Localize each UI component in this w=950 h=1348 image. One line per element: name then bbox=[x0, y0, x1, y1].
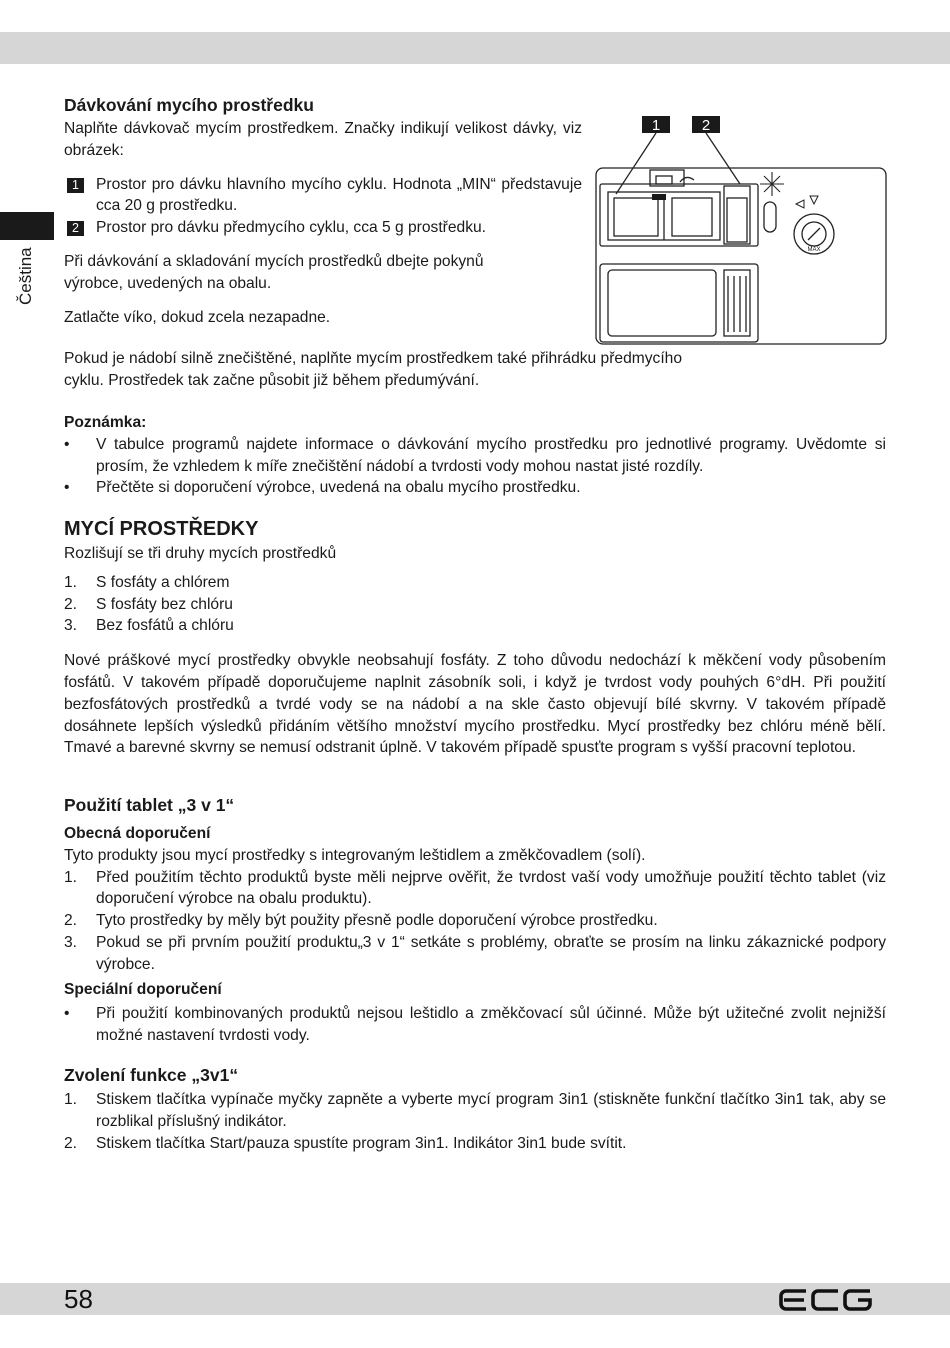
dosing-item-text: Prostor pro dávku předmycího cyklu, cca 5 g prostředku. bbox=[96, 219, 487, 237]
list-item-text: S fosfáty bez chlóru bbox=[96, 595, 233, 613]
list-item-text: Před použitím těchto produktů byste měli nejprve ověřit, že tvrdost vaší vody umožňuje použití těchto tablet (viz doporučení výrobce na obalu produktu). bbox=[96, 868, 886, 908]
callout-badge: 2 bbox=[67, 221, 84, 236]
svg-text:2: 2 bbox=[701, 117, 711, 134]
note-item-text: Přečtěte si doporučení výrobce, uvedená na obalu mycího prostředku. bbox=[96, 479, 581, 497]
detergents-intro: Rozlišují se tři druhy mycích prostředků bbox=[64, 545, 337, 562]
list-item bbox=[64, 1003, 886, 1047]
note-title: Poznámka: bbox=[64, 414, 147, 431]
list-item-text: Bez fosfátů a chlóru bbox=[96, 617, 234, 635]
bullet-marker: • bbox=[64, 1005, 70, 1023]
list-number: 2. bbox=[64, 912, 78, 930]
language-tab-label: Čeština bbox=[16, 247, 35, 305]
general-recommendations-title: Obecná doporučení bbox=[64, 825, 211, 842]
list-number: 3. bbox=[64, 933, 78, 951]
dosing-intro: Naplňte dávkovač mycím prostředkem. Značky indikují velikost dávky, viz obrázek: bbox=[64, 120, 582, 159]
bullet-marker: • bbox=[64, 479, 70, 497]
dosing-paragraph: Při dávkování a skladování mycích prostředků dbejte pokynů výrobce, uvedených na obalu. bbox=[64, 252, 484, 292]
list-item-text: Stiskem tlačítka Start/pauza spustíte program 3in1. Indikátor 3in1 bude svítit. bbox=[96, 1134, 627, 1152]
dosing-paragraph: Zatlačte víko, dokud zcela nezapadne. bbox=[64, 308, 331, 326]
subsection-heading: Zvolení funkce „3v1“ bbox=[64, 1065, 239, 1085]
list-number: 2. bbox=[64, 595, 78, 613]
list-item-text: Tyto prostředky by měly být použity přesně podle doporučení výrobce prostředku. bbox=[96, 912, 658, 930]
note-item bbox=[64, 434, 886, 478]
dial-max-label: MAX bbox=[807, 247, 821, 253]
dosing-section bbox=[64, 94, 582, 328]
general-intro: Tyto produkty jsou mycí prostředky s integrovaným leštidlem a změkčovadlem (solí). bbox=[64, 846, 646, 864]
tablets-section bbox=[64, 794, 886, 1047]
dosing-item bbox=[64, 174, 582, 218]
list-item bbox=[64, 1133, 886, 1155]
callout-1 bbox=[642, 116, 670, 134]
section-heading: MYCÍ PROSTŘEDKY bbox=[64, 518, 259, 540]
note-section bbox=[64, 412, 886, 499]
list-item-text: S fosfáty a chlórem bbox=[96, 573, 230, 591]
list-item bbox=[64, 932, 886, 976]
detergents-paragraph: Nové práškové mycí prostředky obvykle neobsahují fosfáty. Z toho důvodu nedochází k měkčení vody působením fosfátů. V takovém případě doporučujeme naplnit zásobník soli, i když je tvrdost vody pouhých 6°dH. Při použití bezfosfátových prostředků a tvrdé vody se na nádobí a na skle často objevují bílé skvrny. V takovém případě dosáhnete lepších výsledků přidáním většího množství mycího prostředku. Mycí prostředky bez chlóru méně bělí. Tmavé a barevné skvrny se nemusí odstranit úplně. V takovém případě spusťte program s vyšší pracovní teplotou. bbox=[64, 652, 886, 757]
bullet-marker: • bbox=[64, 435, 70, 453]
list-item-text: Stiskem tlačítka vypínače myčky zapněte a vyberte mycí program 3in1 (stiskněte funkční tlačítko 3in1 tak, aby se rozblikal příslušný indikátor. bbox=[96, 1091, 886, 1130]
list-item bbox=[64, 867, 886, 911]
callout-2 bbox=[692, 116, 720, 134]
list-item bbox=[64, 1089, 886, 1133]
ecg-logo bbox=[778, 1287, 874, 1313]
list-item bbox=[64, 615, 886, 637]
list-number: 1. bbox=[64, 573, 78, 591]
list-item bbox=[64, 594, 886, 616]
dosing-item bbox=[64, 217, 582, 239]
detergent-dispenser-diagram bbox=[594, 114, 890, 346]
list-number: 2. bbox=[64, 1134, 78, 1152]
dosing-title: Dávkování mycího prostředku bbox=[64, 95, 314, 115]
list-number: 1. bbox=[64, 868, 78, 886]
list-item-text: Pokud se při prvním použití produktu„3 v 1“ setkáte s problémy, obraťte se prosím na linku zákaznické podpory výrobce. bbox=[96, 933, 886, 973]
language-tab-marker bbox=[0, 212, 54, 240]
detergent-type-list bbox=[64, 572, 886, 637]
note-item-text: V tabulce programů najdete informace o dávkování mycího prostředku pro jednotlivé programy. Uvědomte si prosím, že vzhledem k míře znečištění nádobí a tvrdosti vody mohou nastat jisté rozdíly. bbox=[96, 435, 886, 475]
subsection-heading: Použití tablet „3 v 1“ bbox=[64, 795, 235, 815]
list-item bbox=[64, 572, 886, 594]
note-item bbox=[64, 477, 886, 499]
callout-badge: 1 bbox=[67, 178, 84, 193]
page-number: 58 bbox=[64, 1284, 93, 1314]
header-bar bbox=[0, 32, 950, 64]
dosing-items bbox=[64, 174, 582, 239]
list-item bbox=[64, 910, 886, 932]
detergents-section bbox=[64, 516, 886, 759]
dosing-item-text: Prostor pro dávku hlavního mycího cyklu. Hodnota „MIN“ představuje cca 20 g prostředku. bbox=[96, 175, 582, 215]
function-section bbox=[64, 1064, 886, 1154]
dosing-paragraph-wide bbox=[64, 348, 704, 392]
svg-text:1: 1 bbox=[651, 117, 661, 134]
special-recommendations-title: Speciální doporučení bbox=[64, 980, 222, 998]
list-number: 3. bbox=[64, 617, 78, 635]
dosing-paragraph: Pokud je nádobí silně znečištěné, naplňte mycím prostředkem také přihrádku předmycího cyklu. Prostředek tak začne působit již během předumývání. bbox=[64, 350, 683, 389]
list-number: 1. bbox=[64, 1091, 78, 1108]
list-item-text: Při použití kombinovaných produktů nejsou leštidlo a změkčovací sůl účinné. Může být užitečné zvolit nejnižší možné nastavení tvrdosti vody. bbox=[96, 1005, 886, 1045]
